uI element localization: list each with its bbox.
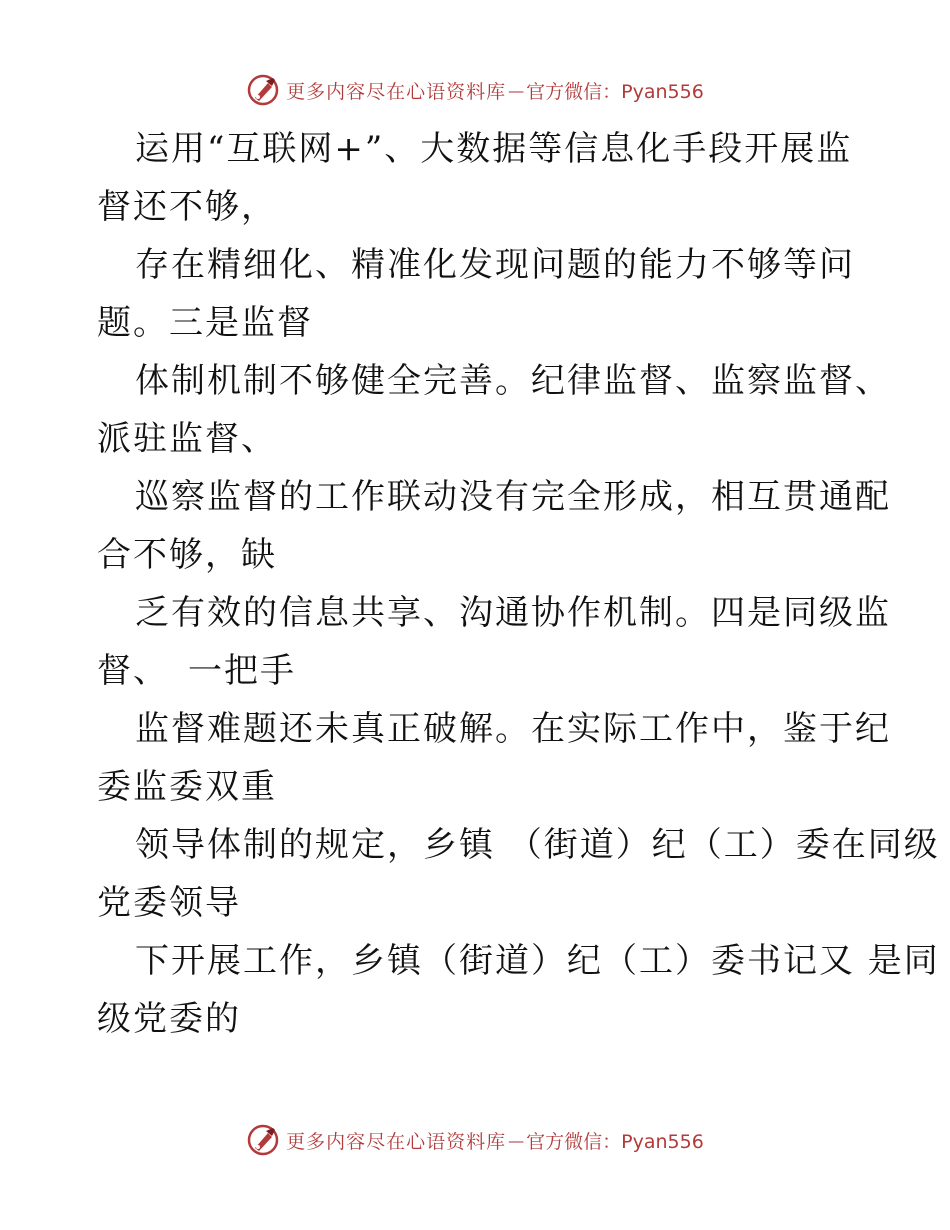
header-banner-content bbox=[246, 73, 704, 107]
text-line bbox=[97, 236, 857, 294]
text-line-content: 级党委的 bbox=[97, 999, 241, 1039]
footer-banner-dash: — bbox=[508, 1130, 525, 1150]
text-line-content: 存在精细化、精准化发现问题的能力不够等问 bbox=[135, 245, 855, 285]
text-line-content: 监督难题还未真正破解。在实际工作中，鉴于纪 bbox=[135, 709, 891, 749]
header-banner-title: 更多内容尽在心语资料库 bbox=[286, 80, 507, 103]
text-line bbox=[97, 526, 857, 584]
footer-banner-wechat: 官方微信：Pyan556 bbox=[526, 1130, 704, 1153]
header-banner-wechat: 官方微信：Pyan556 bbox=[526, 80, 704, 103]
text-line-content: 督、 一把手 bbox=[97, 651, 296, 691]
text-line bbox=[97, 294, 857, 352]
text-line bbox=[97, 990, 857, 1048]
text-line bbox=[97, 700, 891, 758]
text-line-content: 党委领导 bbox=[97, 883, 241, 923]
text-line bbox=[97, 584, 891, 642]
text-line bbox=[97, 642, 857, 700]
text-line bbox=[97, 758, 857, 816]
text-line-content: 乏有效的信息共享、沟通协作机制。四是同级监 bbox=[135, 593, 891, 633]
text-line-content: 派驻监督、 bbox=[97, 419, 277, 459]
header-banner-dash: — bbox=[508, 80, 525, 100]
pen-seal-icon bbox=[246, 73, 280, 107]
text-line bbox=[97, 178, 857, 236]
text-line bbox=[97, 874, 857, 932]
text-line bbox=[97, 468, 891, 526]
text-line-content: 体制机制不够健全完善。纪律监督、监察监督、 bbox=[135, 361, 891, 401]
footer-banner-title: 更多内容尽在心语资料库 bbox=[286, 1130, 507, 1153]
text-line-content: 巡察监督的工作联动没有完全形成，相互贯通配 bbox=[135, 477, 891, 517]
text-line bbox=[97, 816, 940, 874]
text-line-content: 运用“互联网+”、大数据等信息化手段开展监 bbox=[135, 129, 853, 169]
text-line-content: 督还不够， bbox=[97, 187, 277, 227]
text-line-content: 委监委双重 bbox=[97, 767, 277, 807]
footer-banner bbox=[0, 1120, 950, 1160]
document-body bbox=[97, 120, 940, 1048]
text-line-content: 合不够，缺 bbox=[97, 535, 277, 575]
text-line-content: 领导体制的规定，乡镇 （街道）纪（工）委在同级 bbox=[135, 825, 940, 865]
text-line bbox=[97, 932, 940, 990]
text-line bbox=[97, 410, 857, 468]
text-line-content: 题。三是监督 bbox=[97, 303, 313, 343]
text-line bbox=[97, 352, 891, 410]
text-line-content: 下开展工作，乡镇（街道）纪（工）委书记又 是同 bbox=[135, 941, 940, 981]
text-line bbox=[97, 120, 857, 178]
footer-banner-content bbox=[246, 1123, 704, 1157]
header-banner bbox=[0, 70, 950, 110]
pen-seal-icon bbox=[246, 1123, 280, 1157]
